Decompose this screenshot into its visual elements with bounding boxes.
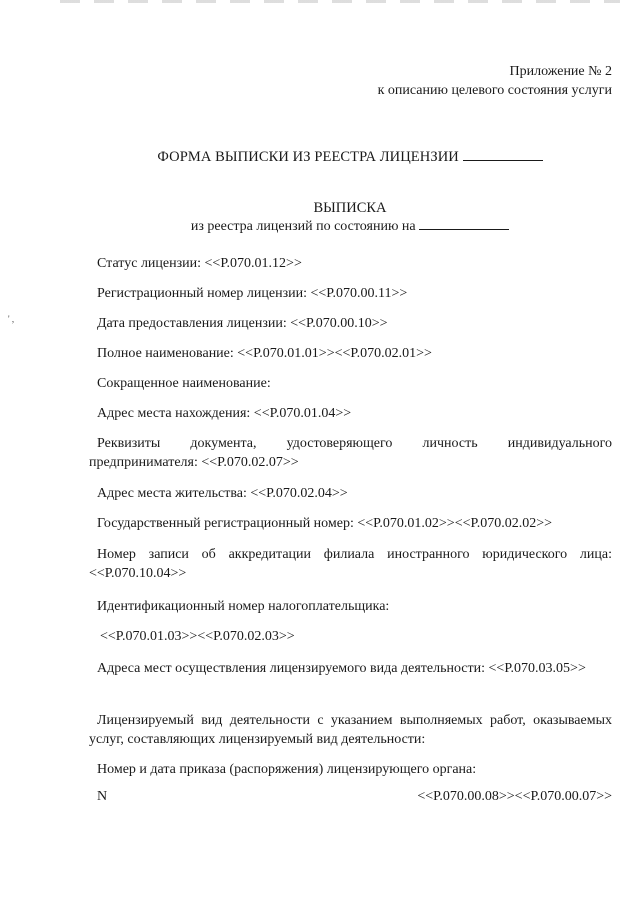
field-code: <<P.070.03.05>> [488, 661, 586, 676]
order-number-label: N [97, 789, 108, 804]
field-state-registration-number [89, 514, 612, 533]
field-code: <<P.070.02.04>> [250, 486, 348, 501]
order-row [97, 789, 612, 805]
field-code: <<P.070.01.01>><<P.070.02.01>> [237, 346, 432, 361]
field-label: Идентификационный номер налогоплательщика: [97, 599, 390, 614]
date-blank [419, 228, 509, 230]
annex-number: Приложение № 2 [509, 64, 612, 79]
document-heading: ВЫПИСКА [313, 200, 387, 216]
order-number-code: <<P.070.00.08>><<P.070.00.07>> [417, 789, 612, 804]
annex-description: к описанию целевого состояния услуги [377, 83, 612, 98]
field-code: <<P.070.01.03>><<P.070.02.03>> [100, 629, 295, 644]
subheading-text: из реестра лицензий по состоянию на [190, 219, 416, 234]
field-full-name [89, 344, 612, 363]
form-title [0, 149, 640, 166]
annex-block [378, 62, 612, 100]
field-label: Полное наименование: [97, 346, 234, 361]
field-label: Номер записи об аккредитации филиала иностранного юридического лица: [97, 547, 612, 562]
field-code: <<P.070.00.11>> [310, 286, 408, 301]
field-taxpayer-id [89, 597, 612, 616]
form-title-text: ФОРМА ВЫПИСКИ ИЗ РЕЕСТРА ЛИЦЕНЗИИ [157, 149, 459, 165]
field-short-name [89, 374, 612, 393]
field-code: <<P.070.01.02>><<P.070.02.02>> [357, 516, 553, 531]
field-label: Сокращенное наименование: [97, 376, 271, 391]
field-license-status [89, 254, 612, 273]
field-label: Адреса мест осуществления лицензируемого вида деятельности: [97, 661, 486, 676]
field-residence-address [89, 484, 612, 503]
field-activity-addresses [89, 659, 612, 678]
field-label: Статус лицензии: [97, 256, 202, 271]
field-code: <<P.070.00.10>> [290, 316, 388, 331]
field-code: <<P.070.10.04>> [89, 566, 187, 581]
form-title-blank [463, 159, 543, 161]
field-branch-accreditation [89, 545, 612, 583]
margin-mark: ' , [8, 314, 15, 324]
field-registration-number [89, 284, 612, 303]
field-code: <<P.070.02.07>> [201, 455, 299, 470]
scan-artifact [60, 0, 620, 3]
field-code: <<P.070.01.04>> [253, 406, 352, 421]
document-subheading [0, 219, 640, 235]
field-label: Номер и дата приказа (распоряжения) лицензирующего органа: [97, 762, 477, 777]
field-code: <<P.070.01.12>> [204, 256, 302, 271]
field-label: Дата предоставления лицензии: [97, 316, 287, 331]
field-label: Лицензируемый вид деятельности с указанием выполняемых работ, оказываемых услуг, составляющих лицензируемый вид деятельности: [89, 713, 612, 747]
field-label: Реквизиты документа, удостоверяющего личность индивидуального предпринимателя: [89, 436, 612, 470]
field-licensed-activity [89, 711, 612, 749]
field-order-info [89, 760, 612, 779]
field-label: Регистрационный номер лицензии: [97, 286, 308, 301]
field-taxpayer-id-value [92, 627, 615, 646]
field-identity-document [89, 434, 612, 472]
field-label: Адрес места жительства: [97, 486, 247, 501]
field-label: Адрес места нахождения: [97, 406, 251, 421]
field-label: Государственный регистрационный номер: [97, 516, 354, 531]
field-issue-date [89, 314, 612, 333]
field-location-address [89, 404, 612, 423]
